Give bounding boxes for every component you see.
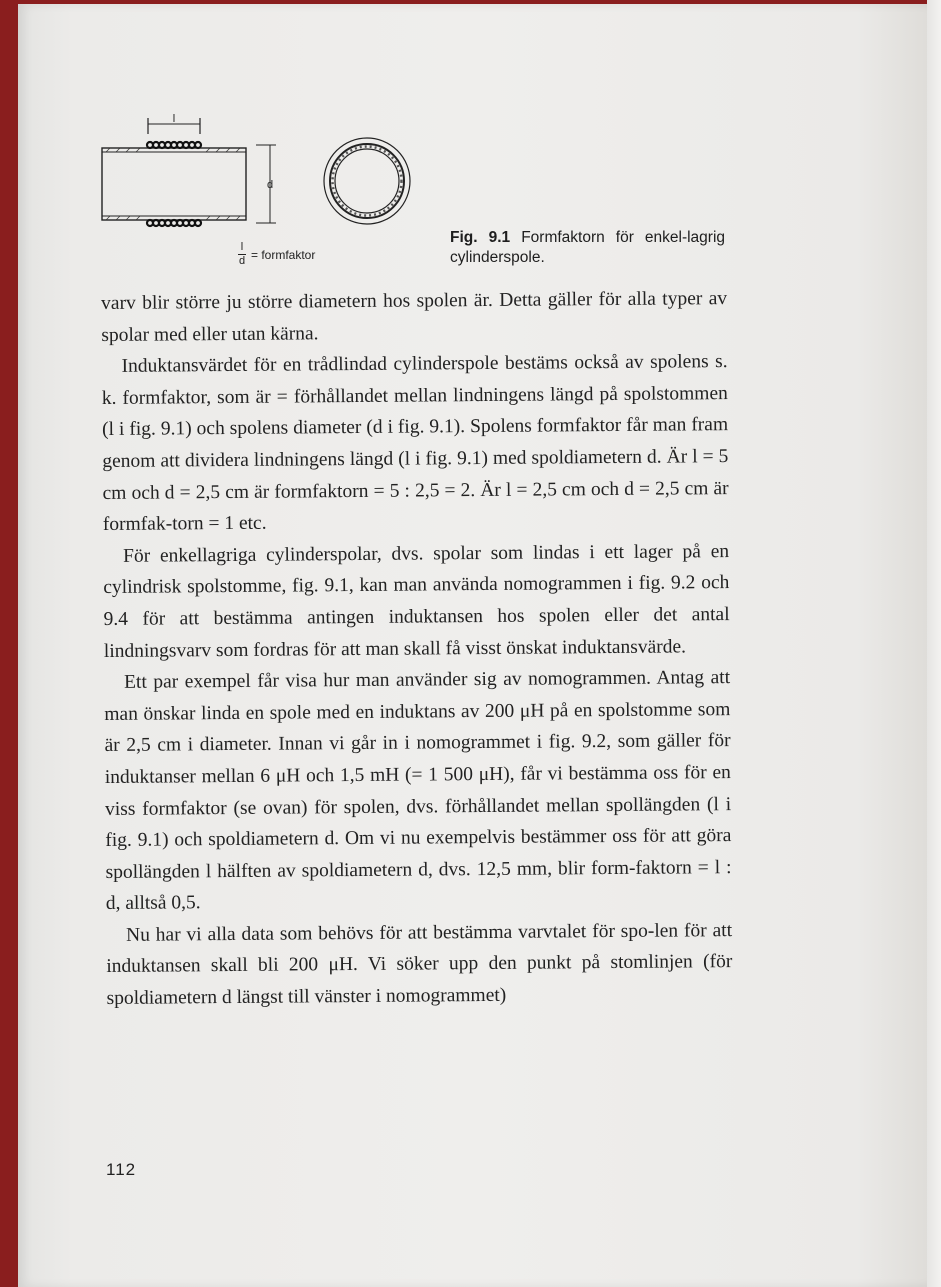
fraction-denominator: d — [238, 255, 246, 267]
paragraph: För enkellagriga cylinderspolar, dvs. spolar som lindas i ett lager på en cylindrisk spolstomme, fig. 9.1, kan man använda nomogrammen i fig. 9.2 och 9.4 för att bestämma antingen induktansen hos spolen eller det antal lindningsvarv som fordras för att man skall få visst önskat induktansvärde. — [103, 540, 730, 662]
fraction-numerator: l — [240, 241, 244, 253]
figure-caption — [450, 228, 725, 268]
label-d: d — [266, 179, 274, 191]
formfaktor-formula — [238, 242, 315, 267]
caption-number: Fig. 9.1 — [450, 229, 511, 246]
paragraph: Nu har vi alla data som behövs för att bestämma varvtalet för spo-len för att induktansen skall bli 200 μH. Vi söker upp den punkt på stomlinjen (för spoldiametern d längst till vänster i nomogrammet) — [106, 919, 733, 1010]
paragraph: Ett par exempel får visa hur man använder sig av nomogrammen. Antag att man önskar linda en spole med en induktans av 200 μH på en spolstomme som är 2,5 cm i diameter. Innan vi går in i nomogrammet i fig. 9.2, som gäller för induktanser mellan 6 μH och 1,5 mH (= 1 500 μH), får vi bestämma oss för en viss formfaktor (se ovan) för spolen, dvs. förhållandet mellan spollängden (l i fig. 9.1) och spoldiametern d. Om vi nu exempelvis bestämmer oss för att göra spollängden l hälften av spoldiametern d, dvs. 12,5 mm, blir form-faktorn = l : d, alltså 0,5. — [104, 667, 732, 915]
fraction — [238, 242, 246, 267]
formula-text: = formfaktor — [251, 247, 316, 262]
caption-text: Formfaktorn för enkel-lagrig cylinderspole. — [450, 229, 726, 266]
paragraph: Induktansvärdet för en trådlindad cylinderspole bestäms också av spolens s. k. formfaktor, som är = förhållandet mellan lindningens längd på spolstommen (l i fig. 9.1) och spolens diameter (d i fig. 9.1). Spolens formfaktor får man fram genom att dividera lindningens längd (l i fig. 9.1) med spoldiametern d. Är l = 5 cm och d = 2,5 cm är formfaktorn = 5 : 2,5 = 2. Är l = 2,5 cm och d = 2,5 cm är formfak-torn = 1 etc. — [101, 351, 729, 536]
body-text — [101, 283, 733, 1015]
page-edge — [927, 0, 941, 1287]
page-number: 112 — [106, 1160, 137, 1179]
label-l: l — [172, 113, 176, 125]
paragraph: varv blir större ju större diametern hos spolen är. Detta gäller för alla typer av spolar med eller utan kärna. — [101, 288, 728, 346]
